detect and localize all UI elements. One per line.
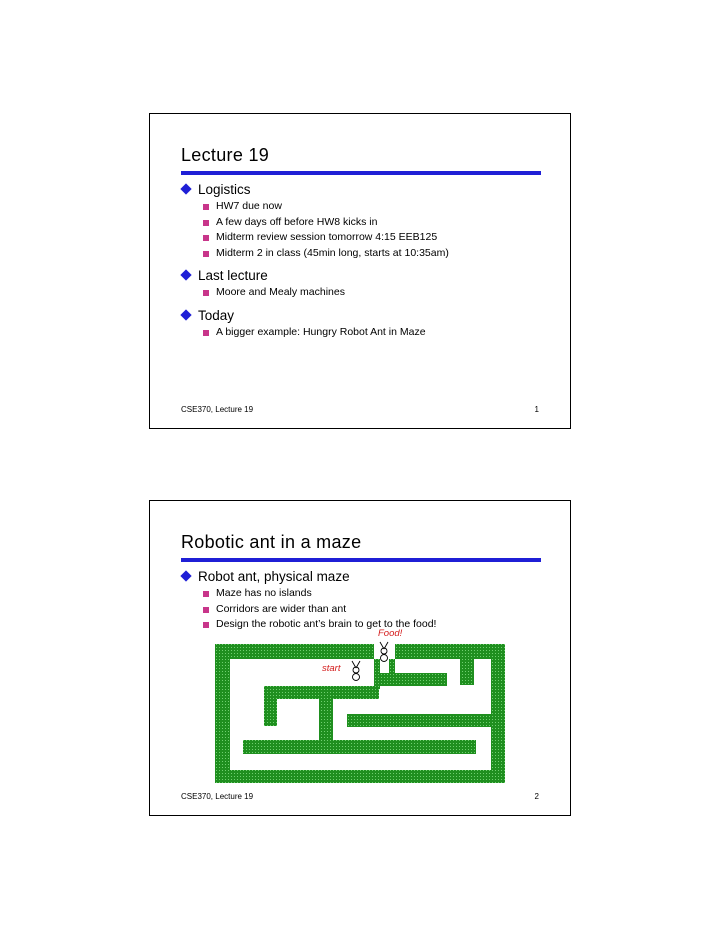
slide-content <box>181 181 551 340</box>
diamond-bullet-icon <box>180 269 191 280</box>
maze-wall <box>389 659 395 674</box>
sub-bullet-text: Moore and Mealy machines <box>216 286 345 298</box>
sub-bullet <box>181 586 551 602</box>
maze-diagram <box>212 628 508 788</box>
sub-bullet-text: A bigger example: Hungry Robot Ant in Maze <box>216 325 426 338</box>
bullet-logistics <box>181 181 551 261</box>
square-bullet-icon <box>203 235 209 241</box>
bullet-today <box>181 307 551 341</box>
page-number: 2 <box>534 792 539 801</box>
bullet-heading: Logistics <box>198 182 251 197</box>
square-bullet-icon <box>203 251 209 257</box>
sub-bullet-text: HW7 due now <box>216 200 282 212</box>
diamond-bullet-icon <box>180 570 191 581</box>
sub-bullet-text: Design the robotic ant’s brain to get to the food! <box>216 618 437 630</box>
bullet-last-lecture <box>181 267 551 301</box>
slide-2 <box>149 500 571 816</box>
maze-wall <box>215 644 230 783</box>
sub-bullet <box>181 602 551 618</box>
slide-1 <box>149 113 571 429</box>
maze-wall <box>243 740 476 754</box>
sub-bullet-text: Midterm review session tomorrow 4:15 EEB125 <box>216 231 438 243</box>
food-label: Food! <box>378 628 403 639</box>
square-bullet-icon <box>203 330 209 336</box>
bullet-heading: Robot ant, physical maze <box>198 569 350 584</box>
sub-bullet-text: Midterm 2 in class (45min long, starts at 10:35am) <box>216 246 449 259</box>
maze-wall <box>229 770 505 783</box>
sub-bullet-text: A few days off before HW8 kicks in <box>216 215 378 228</box>
maze-wall <box>215 644 374 659</box>
ant-at-start-icon <box>352 661 360 681</box>
bullet-heading: Today <box>198 307 235 323</box>
maze-wall <box>215 770 229 783</box>
maze-wall <box>374 659 380 689</box>
maze-wall <box>491 644 505 783</box>
sub-bullet <box>181 246 551 262</box>
square-bullet-icon <box>203 591 209 597</box>
maze-wall <box>264 698 277 726</box>
maze-walls <box>215 644 505 783</box>
title-rule <box>181 558 541 562</box>
square-bullet-icon <box>203 607 209 613</box>
square-bullet-icon <box>203 622 209 628</box>
square-bullet-icon <box>203 204 209 210</box>
bullet-heading: Last lecture <box>198 268 268 283</box>
square-bullet-icon <box>203 220 209 226</box>
page-number: 1 <box>534 405 539 414</box>
footer-course: CSE370, Lecture 19 <box>181 792 254 801</box>
maze-wall <box>264 686 379 699</box>
sub-bullet <box>181 230 551 246</box>
title-rule <box>181 171 541 175</box>
footer-course: CSE370, Lecture 19 <box>181 405 254 414</box>
start-label: start <box>322 663 341 674</box>
maze-wall <box>460 659 474 685</box>
maze-wall <box>395 644 505 659</box>
sub-bullet <box>181 199 551 215</box>
maze-wall <box>347 714 491 727</box>
bullet-robot-ant <box>181 568 551 633</box>
diamond-bullet-icon <box>180 309 191 320</box>
slide-title: Robotic ant in a maze <box>181 532 362 552</box>
maze-wall <box>380 673 447 686</box>
slide-content <box>181 568 551 633</box>
square-bullet-icon <box>203 290 209 296</box>
slide-title: Lecture 19 <box>181 145 270 165</box>
diamond-bullet-icon <box>180 183 191 194</box>
sub-bullet <box>181 325 551 341</box>
ant-at-food-icon <box>380 642 388 662</box>
maze-wall <box>319 698 333 740</box>
sub-bullet <box>181 285 551 301</box>
sub-bullet-text: Corridors are wider than ant <box>216 602 347 615</box>
sub-bullet-text: Maze has no islands <box>216 587 312 599</box>
sub-bullet <box>181 215 551 231</box>
